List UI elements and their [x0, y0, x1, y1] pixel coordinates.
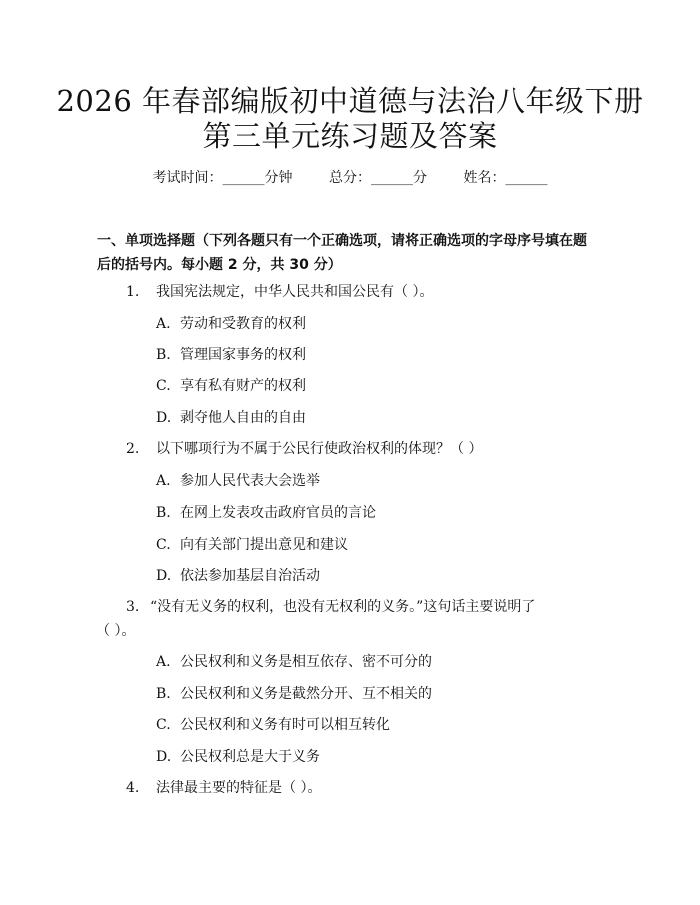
- option-letter: D.: [156, 749, 172, 765]
- question-text: 以下哪项行为不属于公民行使政治权利的体现？（ ）: [156, 441, 483, 457]
- question-text: 我国宪法规定，中华人民共和国公民有（ ）。: [156, 284, 434, 300]
- option-letter: B.: [156, 505, 171, 521]
- option-letter: C.: [156, 537, 171, 553]
- total-score-blank: ______: [371, 170, 413, 186]
- option-text: 剥夺他人自由的自由: [180, 410, 306, 426]
- option-text: 向有关部门提出意见和建议: [180, 537, 348, 553]
- option-text: 参加人民代表大会选举: [180, 473, 320, 489]
- document-title-line-2: 第三单元练习题及答案: [202, 119, 498, 153]
- option-letter: A.: [156, 473, 171, 489]
- question-3-text-line-2: （ ）。: [96, 623, 136, 639]
- section-heading-line-2: 后的括号内。每小题 2 分，共 30 分）: [97, 257, 342, 273]
- section-heading-line-1: 一、单项选择题（下列各题只有一个正确选项，请将正确选项的字母序号填在题: [97, 233, 587, 249]
- question-text: 法律最主要的特征是（ ）。: [156, 780, 322, 796]
- option-text: 劳动和受教育的权利: [180, 316, 306, 332]
- option-text: 在网上发表攻击政府官员的言论: [180, 505, 376, 521]
- option-letter: A.: [156, 654, 171, 670]
- total-score-label: 总分：: [329, 170, 371, 186]
- option-letter: C.: [156, 378, 171, 394]
- option-letter: D.: [156, 568, 172, 584]
- option-text: 公民权利和义务是相互依存、密不可分的: [180, 654, 432, 670]
- option-letter: C.: [156, 717, 171, 733]
- student-name-blank: ______: [505, 170, 548, 186]
- exam-time-blank: ______: [222, 170, 265, 186]
- option-text: 公民权利总是大于义务: [180, 749, 320, 765]
- option-letter: B.: [156, 686, 171, 702]
- option-text: 享有私有财产的权利: [180, 378, 306, 394]
- section-heading: [97, 229, 597, 277]
- exam-info-row: [0, 168, 700, 188]
- option-letter: A.: [156, 316, 171, 332]
- total-score-unit: 分: [413, 170, 427, 186]
- question-number: 2.: [126, 441, 140, 457]
- question-number: 1.: [126, 284, 140, 300]
- option-text: 公民权利和义务有时可以相互转化: [180, 717, 390, 733]
- student-name-label: 姓名：: [463, 170, 506, 186]
- option-text: 公民权利和义务是截然分开、互不相关的: [180, 686, 432, 702]
- exam-time-unit: 分钟: [264, 170, 293, 186]
- student-name-field: [463, 170, 547, 186]
- option-letter: B.: [156, 347, 171, 363]
- question-3-text-line-1: “没有无义务的权利，也没有无权利的义务。”这句话主要说明了: [150, 599, 536, 615]
- exam-time-field: [153, 170, 297, 186]
- document-title-line-1: 2026 年春部编版初中道德与法治八年级下册: [56, 84, 644, 118]
- option-letter: D.: [156, 410, 172, 426]
- option-text: 管理国家事务的权利: [180, 347, 306, 363]
- total-score-field: [329, 170, 431, 186]
- exam-time-label: 考试时间：: [152, 170, 223, 186]
- option-text: 依法参加基层自治活动: [180, 568, 320, 584]
- question-number: 4.: [126, 780, 140, 796]
- question-number: 3.: [126, 599, 140, 615]
